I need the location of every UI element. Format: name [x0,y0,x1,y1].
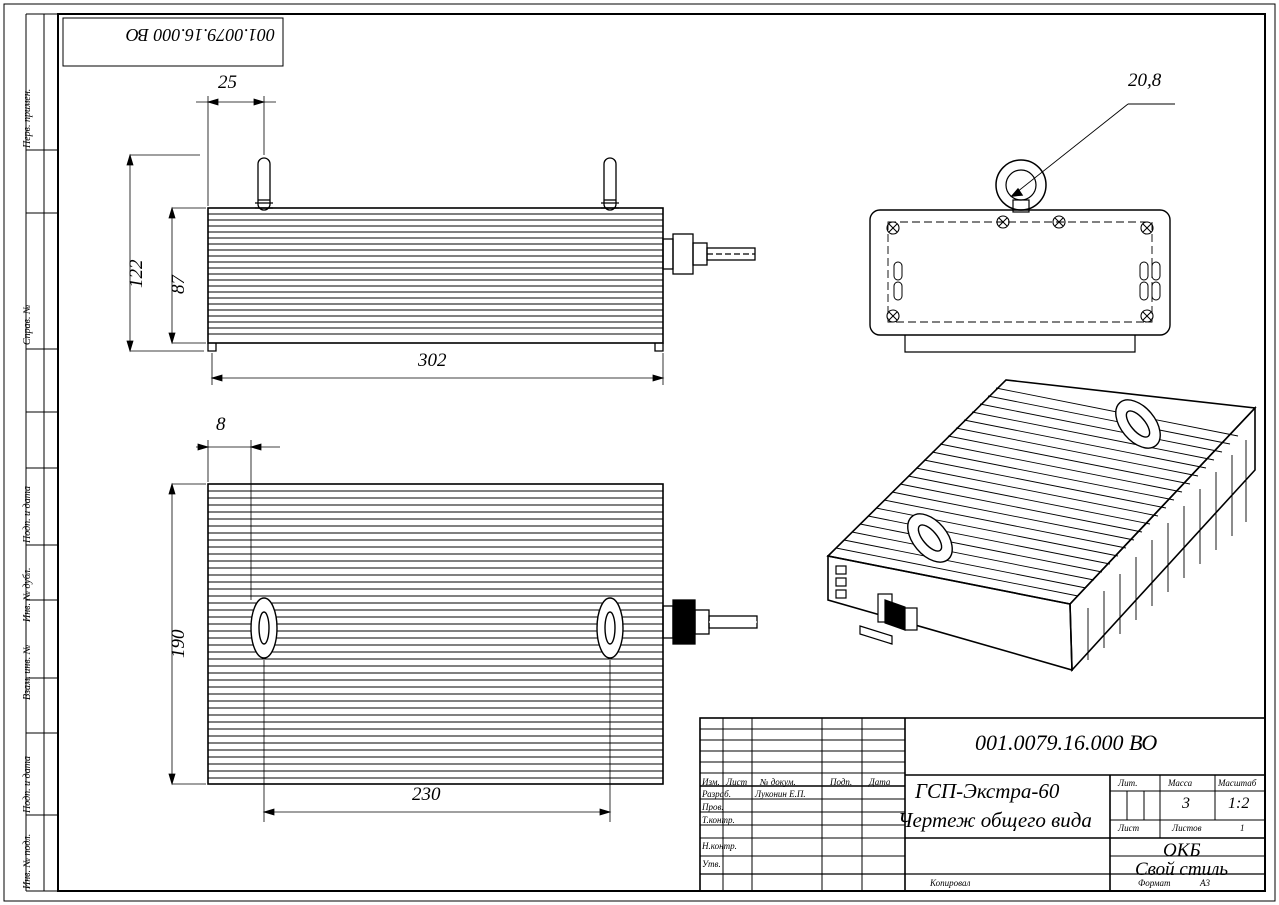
label-format: Формат [1138,878,1171,888]
row-name-razrab: Луконин Е.П. [755,789,806,799]
product-name-line2: Чертеж общего вида [898,808,1092,832]
margin-label-sprav: Справ. № [22,304,33,345]
margin-label-vzam-inv: Взам. инв. № [22,644,33,700]
label-lit: Лит. [1118,778,1138,788]
product-name-line1: ГСП-Экстра-60 [915,779,1060,803]
dim-230: 230 [412,784,441,805]
dim-25: 25 [218,72,237,93]
col-data: Дата [869,777,891,787]
dim-87: 87 [168,275,189,294]
label-scale: Масштаб [1218,778,1257,788]
col-nomer-dokum: № докум. [760,777,796,787]
value-mass: 3 [1182,795,1190,812]
row-role-tkontr: Т.контр. [702,815,735,825]
dim-302: 302 [418,350,447,371]
col-izm: Изм. [702,777,720,787]
row-role-prov: Пров. [702,802,724,812]
dim-122: 122 [126,259,147,288]
row-role-razrab: Разраб. [702,789,731,799]
value-sheets: 1 [1240,823,1245,833]
margin-label-perv-primen: Перв. примен. [22,88,33,148]
margin-label-podp-data-2: Подп. и дата [22,755,33,813]
margin-label-inv-podl: Инв. № подл. [22,833,33,889]
designation-top: 001.0079.16.000 ВО [125,25,275,45]
dim-190: 190 [168,629,189,658]
label-sheet: Лист [1118,823,1140,833]
dim-8: 8 [216,414,226,435]
margin-label-inv-dubl: Инв. № дубл. [22,567,33,622]
org-line1: ОКБ [1163,840,1201,861]
row-role-utv: Утв. [702,859,721,869]
label-sheets: Листов [1172,823,1202,833]
margin-label-podp-data-1: Подп. и дата [22,485,33,543]
org-line2: Свой стиль [1135,859,1229,880]
row-role-nkontr: Н.контр. [702,841,737,851]
col-podp: Подп. [830,777,853,787]
label-kopiroval: Копировал [930,878,971,888]
col-list: Лист [726,777,748,787]
value-format: А3 [1200,878,1210,888]
designation-main: 001.0079.16.000 ВО [975,730,1158,755]
value-scale: 1:2 [1228,795,1250,812]
label-mass: Масса [1168,778,1193,788]
dim-20-8: 20,8 [1128,70,1162,91]
